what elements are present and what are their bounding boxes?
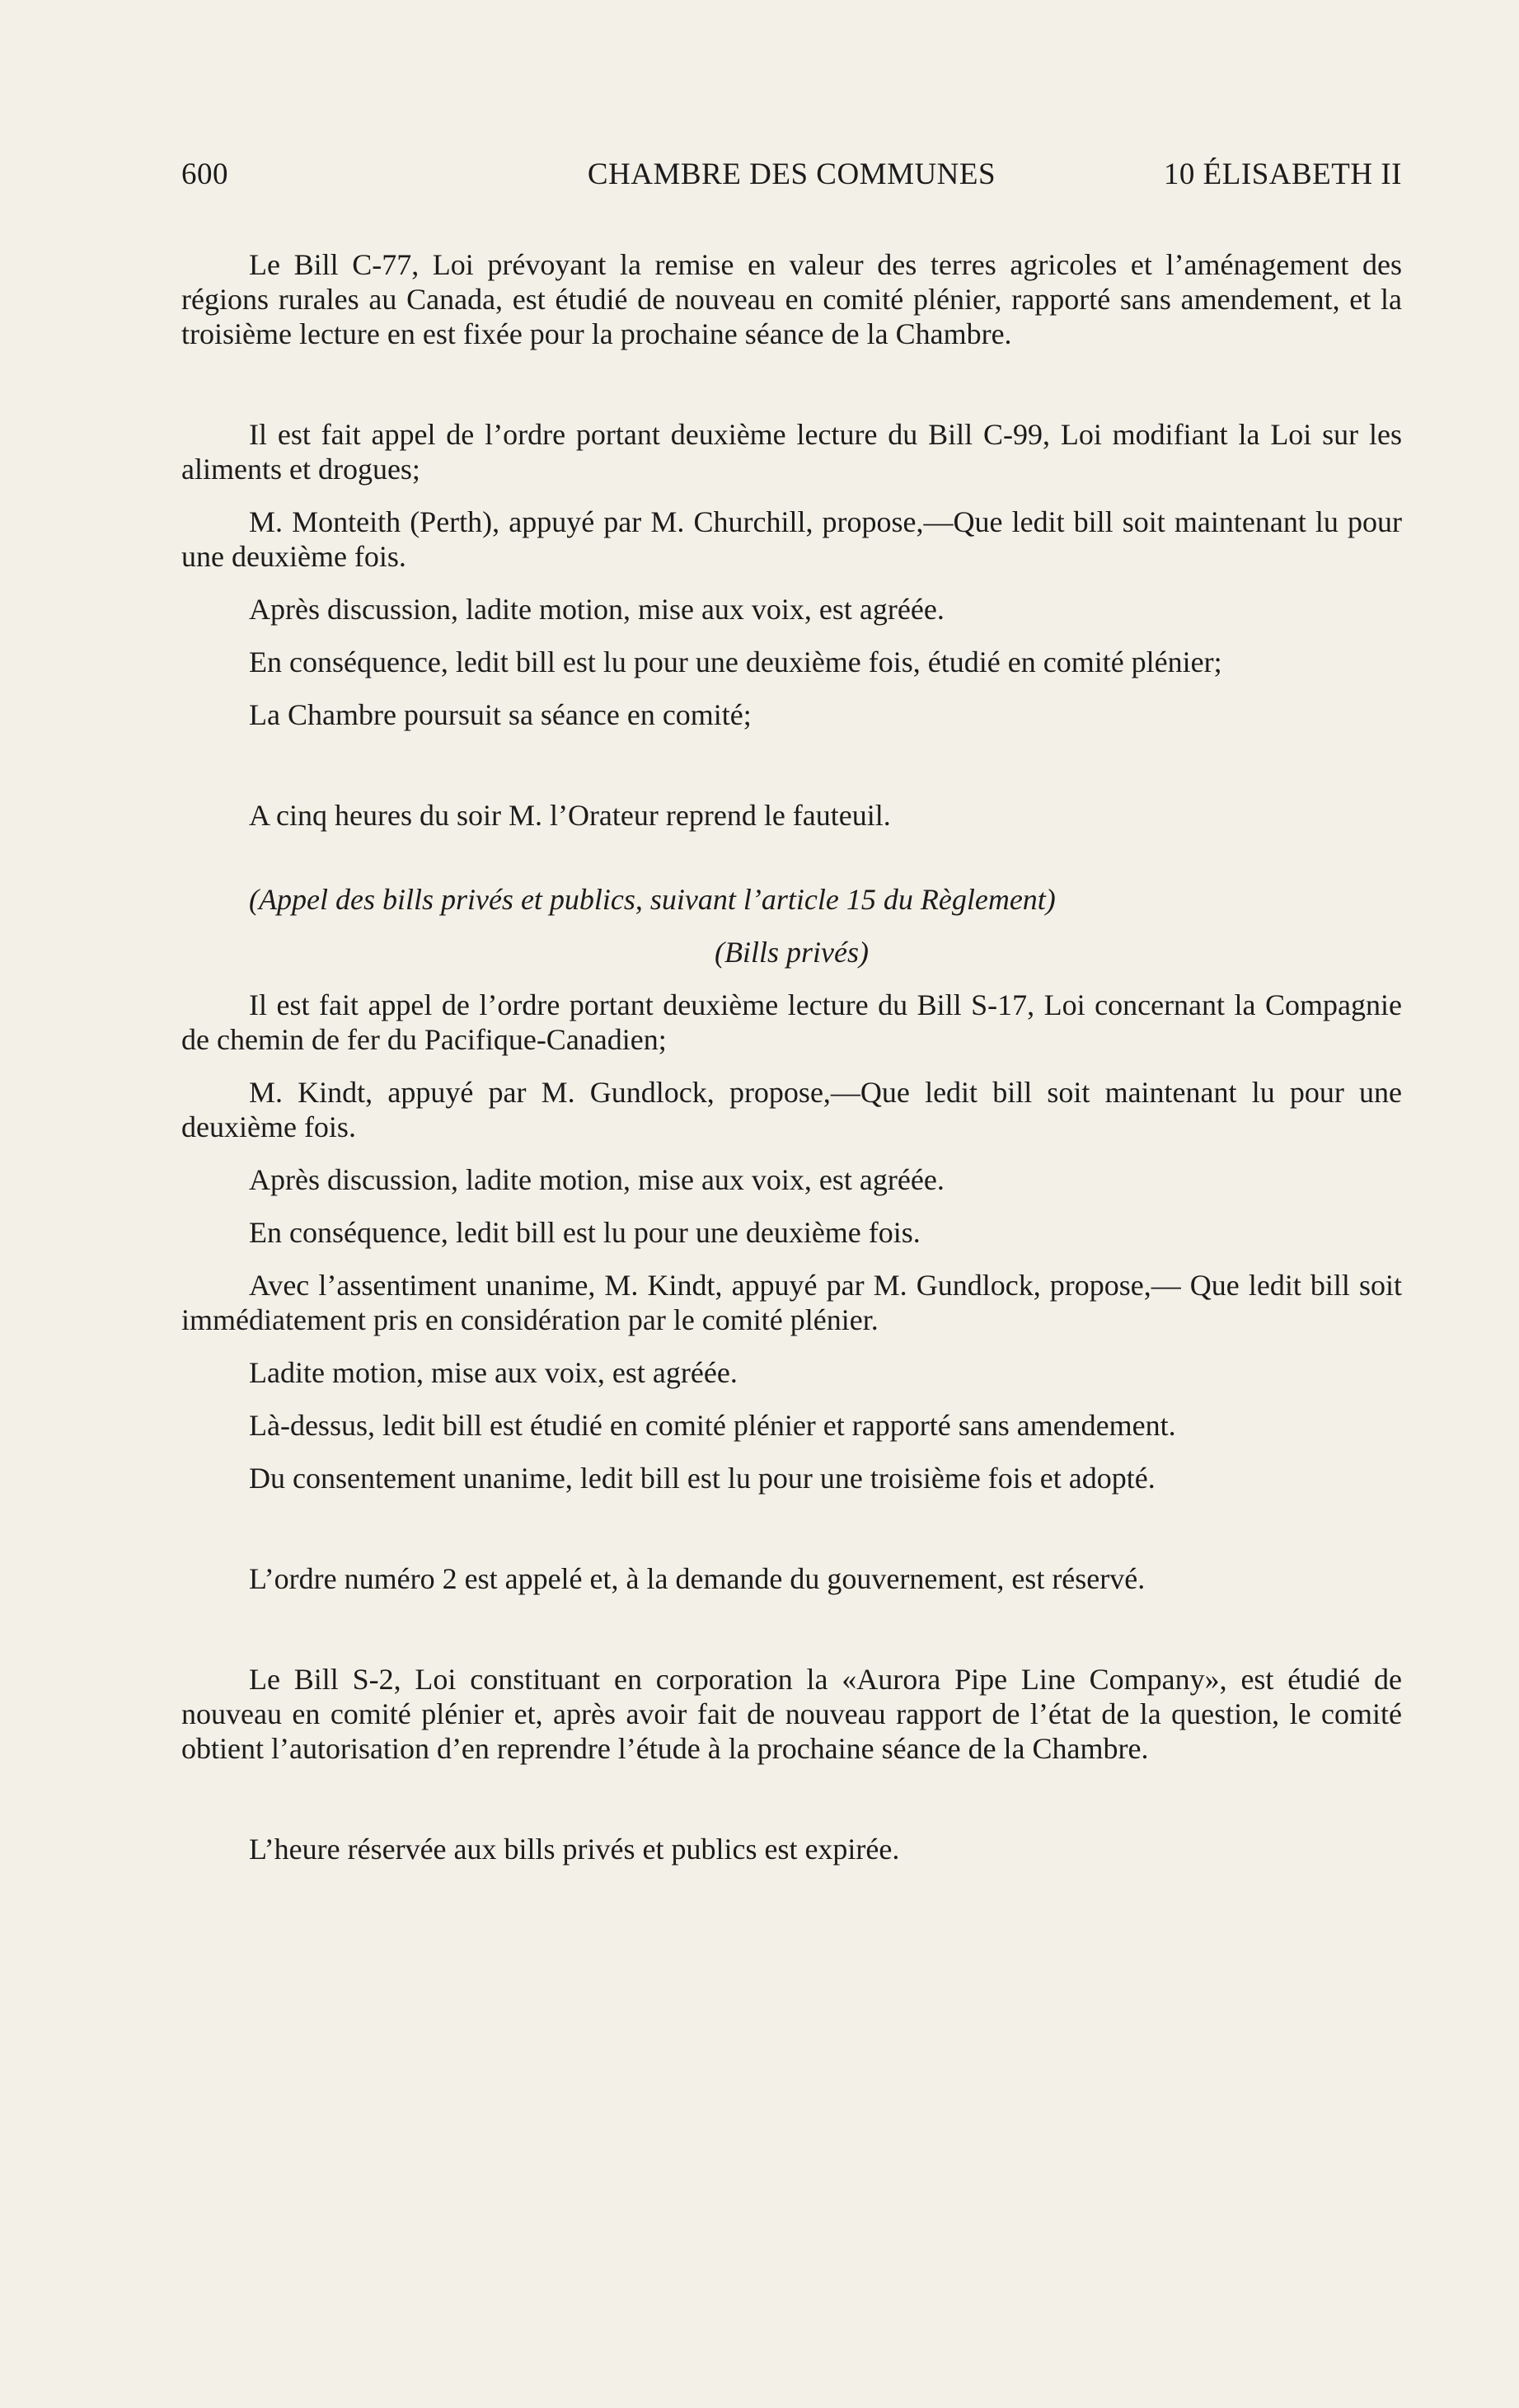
page-number: 600 xyxy=(181,157,228,191)
running-title: CHAMBRE DES COMMUNES xyxy=(587,157,996,191)
paragraph-bill-c77: Le Bill C-77, Loi prévoyant la remise en valeur des terres agricoles et l’aménagement des régions rurales au Canada, est étudié de nouveau en comité plénier, rapporté sans amendement, et la troisième lecture en est fixée pour la prochaine séance de la Chambre. xyxy=(181,248,1402,350)
paragraph-third-reading: Du consentement unanime, ledit bill est lu pour une troisième fois et adopté. xyxy=(249,1462,1156,1495)
paragraph-order-2-reserved: L’ordre numéro 2 est appelé et, à la demande du gouvernement, est réservé. xyxy=(249,1562,1146,1595)
paragraph-reported: Là-dessus, ledit bill est étudié en comité plénier et rapporté sans amendement. xyxy=(249,1409,1176,1442)
journal-body xyxy=(181,247,1402,1866)
subheading-private-bills: (Bills privés) xyxy=(715,936,869,969)
paragraph-motion-agreed-1: Après discussion, ladite motion, mise aux voix, est agréée. xyxy=(249,593,945,626)
paragraph-second-reading-c99: En conséquence, ledit bill est lu pour une deuxième fois, étudié en comité plénier; xyxy=(249,645,1222,678)
page-header xyxy=(181,157,1402,198)
paragraph-bill-s2: Le Bill S-2, Loi constituant en corporation la «Aurora Pipe Line Company», est étudié de nouveau en comité plénier et, après avoir fait de nouveau rapport de l’état de la question, le comité obtient l’autorisation d’en reprendre l’étude à la prochaine séance de la Chambre. xyxy=(181,1663,1402,1765)
paragraph-speaker-resumes: A cinq heures du soir M. l’Orateur reprend le fauteuil. xyxy=(249,799,891,832)
paragraph-motion-monteith: M. Monteith (Perth), appuyé par M. Churchill, propose,—Que ledit bill soit maintenant lu pour une deuxième fois. xyxy=(181,505,1402,573)
paragraph-committee: La Chambre poursuit sa séance en comité; xyxy=(249,698,752,731)
paragraph-order-s17: Il est fait appel de l’ordre portant deuxième lecture du Bill S-17, Loi concernant la Compagnie de chemin de fer du Pacifique-Canadien; xyxy=(181,988,1402,1056)
paragraph-motion-kindt: M. Kindt, appuyé par M. Gundlock, propose,—Que ledit bill soit maintenant lu pour une deuxième fois. xyxy=(181,1076,1402,1143)
paragraph-order-c99: Il est fait appel de l’ordre portant deuxième lecture du Bill C-99, Loi modifiant la Loi sur les aliments et drogues; xyxy=(181,418,1402,486)
paragraph-second-reading-s17: En conséquence, ledit bill est lu pour une deuxième fois. xyxy=(249,1216,921,1249)
paragraph-motion-agreed-3: Ladite motion, mise aux voix, est agréée. xyxy=(249,1356,738,1389)
paragraph-time-expired: L’heure réservée aux bills privés et publics est expirée. xyxy=(249,1833,900,1866)
section-heading-private-public-bills: (Appel des bills privés et publics, suivant l’article 15 du Règlement) xyxy=(249,883,1056,916)
paragraph-motion-agreed-2: Après discussion, ladite motion, mise aux voix, est agréée. xyxy=(249,1163,945,1196)
paragraph-unanimous-consent: Avec l’assentiment unanime, M. Kindt, appuyé par M. Gundlock, propose,— Que ledit bill soit immédiatement pris en considération par le comité plénier. xyxy=(181,1269,1402,1336)
regnal-year: 10 ÉLISABETH II xyxy=(1163,157,1402,191)
